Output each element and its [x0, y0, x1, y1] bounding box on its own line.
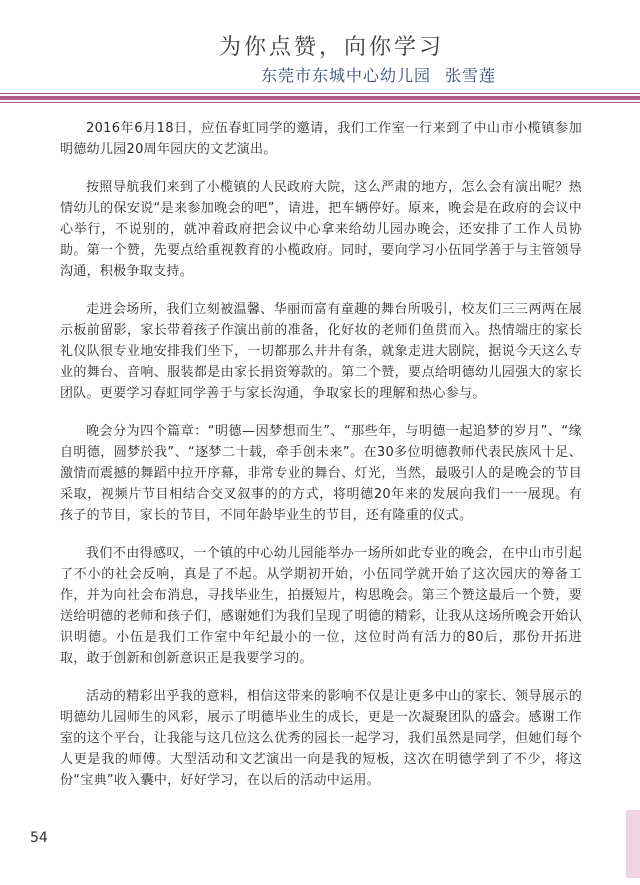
header-rule-thick [0, 96, 640, 100]
paragraph-6: 活动的精彩出乎我的意料，相信这带来的影响不仅是让更多中山的家长、领导展示的明德幼儿园师生的风彩，展示了明德毕业生的成长，更是一次凝聚团队的盛会。感谢工作室的这个平台，让我能与这几位这么优秀的园长一起学习，我们虽然是同学，但她们每个人更是我的师傅。大型活动和文艺演出一向是我的短板，这次在明德学到了不少，将这份“宝典”收入囊中，好好学习，在以后的活动中运用。 [60, 689, 582, 788]
header-rule-top [0, 93, 640, 94]
author-line [261, 63, 496, 86]
author-name: 张雪莲 [444, 66, 496, 85]
paragraph-2: 按照导航我们来到了小榄镇的人民政府大院，这么严肃的地方，怎么会有演出呢？热情幼儿的保安说“是来参加晚会的吧”，请进，把车辆停好。原来，晚会是在政府的会议中心举行，不说别的，就冲着政府把会议中心拿来给幼儿园办晚会，还安排了工作人员协助。第一个赞，先要点给重视教育的小榄政府。同时，要向学习小伍同学善于与主管领导沟通，积极争取支持。 [60, 180, 582, 279]
paragraph-3: 走进会场所，我们立刻被温馨、华丽而富有童趣的舞台所吸引，校友们三三两两在展示板前留影，家长带着孩子作演出前的准备，化好妆的老师们鱼贯而入。热情端庄的家长礼仪队很专业地安排我们坐下，一切都那么井井有条，就象走进大剧院，据说今天这么专业的舞台、音响、服装都是由家长捐资筹款的。第二个赞，要点给明德幼儿园强大的家长团队。更要学习春虹同学善于与家长沟通，争取家长的理解和热心参与。 [60, 302, 582, 401]
decorative-side-bar [626, 810, 640, 878]
page-number: 54 [30, 830, 48, 846]
header-rule-bottom [0, 102, 640, 103]
paragraph-1: 2016年6月18日，应伍春虹同学的邀请，我们工作室一行来到了中山市小榄镇参加明德幼儿园20周年园庆的文艺演出。 [60, 121, 582, 157]
paragraph-4: 晚会分为四个篇章：“明德—因梦想而生”、“那些年，与明德一起追梦的岁月”、“缘自明德，圆梦於我”、“逐梦二十载，牵手创未来”。在30多位明德教师代表民族风十足、激情而震撼的舞蹈中拉开序幕，非常专业的舞台、灯光，当然，最吸引人的是晚会的节目采取，视频片节目相结合交叉叙事的的方式，将明德20年来的发展向我们一一展现。有孩子的节目，家长的节目，不同年龄毕业生的节目，还有隆重的仪式。 [60, 424, 582, 523]
school-name: 东莞市东城中心幼儿园 [260, 66, 431, 85]
article-title: 为你点赞，向你学习 [218, 35, 444, 60]
article-body [60, 118, 582, 808]
paragraph-5: 我们不由得感叹，一个镇的中心幼儿园能举办一场所如此专业的晚会，在中山市引起了不小的社会反响，真是了不起。从学期初开始，小伍同学就开始了这次园庆的筹备工作，并为向社会布消息，寻找毕业生，拍摄短片，构思晚会。第三个赞这最后一个赞，要送给明德的老师和孩子们，感谢她们为我们呈现了明德的精彩，让我从这场所晚会开始认识明德。小伍是我们工作室中年纪最小的一位，这位时尚有活力的80后，那份开拓进取，敢于创新和创新意识正是我要学习的。 [60, 546, 582, 666]
